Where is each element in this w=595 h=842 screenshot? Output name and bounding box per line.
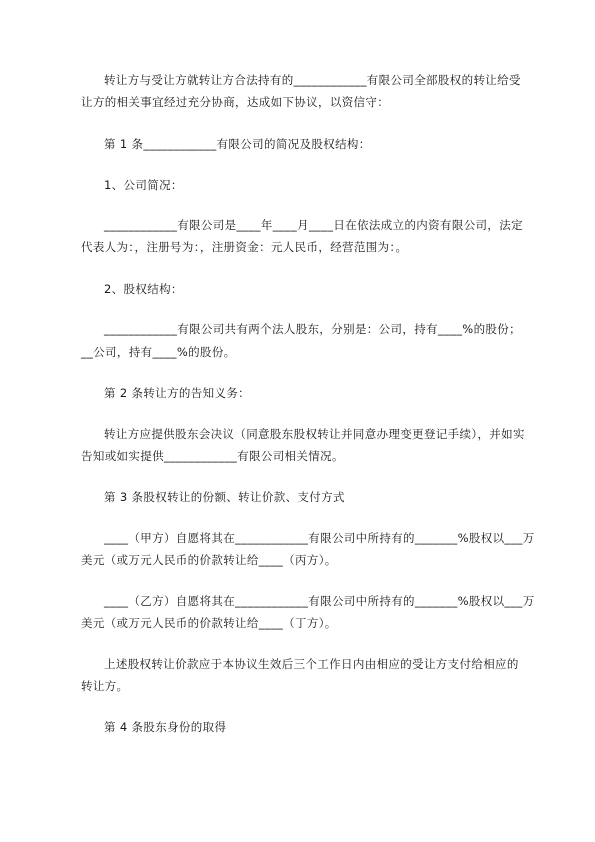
transfer-b-line-2: 美元（或万元人民币的价款转让给____（丁方）。	[81, 616, 337, 630]
transfer-b-line-1: ____（乙方）自愿将其在____________有限公司中所持有的_______%股权以___万	[104, 594, 535, 608]
company-profile-line-2: 代表人为：，注册号为：，注册资金：元人民币，经营范围为：。	[81, 240, 408, 254]
payment-line-2: 转让方。	[81, 679, 129, 693]
article-4-heading: 第 4 条股东身份的取得	[104, 720, 227, 734]
article-1-heading: 第 1 条____________有限公司的简况及股权结构：	[104, 137, 371, 151]
paragraph-intro-line-1: 转让方与受让方就转让方合法持有的____________有限公司全部股权的转让给受	[104, 73, 521, 87]
disclosure-line-1: 转让方应提供股东会决议（同意股东股权转让并同意办理变更登记手续），并如实	[104, 427, 525, 441]
section-2-heading: 2、股权结构：	[104, 282, 183, 296]
section-1-heading: 1、公司简况：	[104, 178, 183, 192]
equity-structure-line-2: __公司，持有____%的股份。	[81, 345, 236, 359]
transfer-a-line-2: 美元（或万元人民币的价款转让给____（丙方）。	[81, 553, 337, 567]
article-2-heading: 第 2 条转让方的告知义务：	[104, 386, 251, 400]
payment-line-1: 上述股权转让价款应于本协议生效后三个工作日内由相应的受让方支付给相应的	[104, 657, 519, 671]
transfer-a-line-1: ____（甲方）自愿将其在____________有限公司中所持有的_______%股权以___万	[104, 531, 535, 545]
equity-structure-line-1: ____________有限公司共有两个法人股东，分别是：公司，持有____%的股份；	[104, 322, 521, 336]
disclosure-line-2: 告知或如实提供____________有限公司相关情况。	[81, 449, 344, 463]
article-3-heading: 第 3 条股权转让的份额、转让价款、支付方式	[104, 490, 345, 504]
paragraph-intro-line-2: 让方的相关事宜经过充分协商，达成如下协议，以资信守：	[81, 95, 390, 109]
company-profile-line-1: ____________有限公司是____年____月____日在依法成立的内资有限公司，法定	[104, 218, 523, 232]
